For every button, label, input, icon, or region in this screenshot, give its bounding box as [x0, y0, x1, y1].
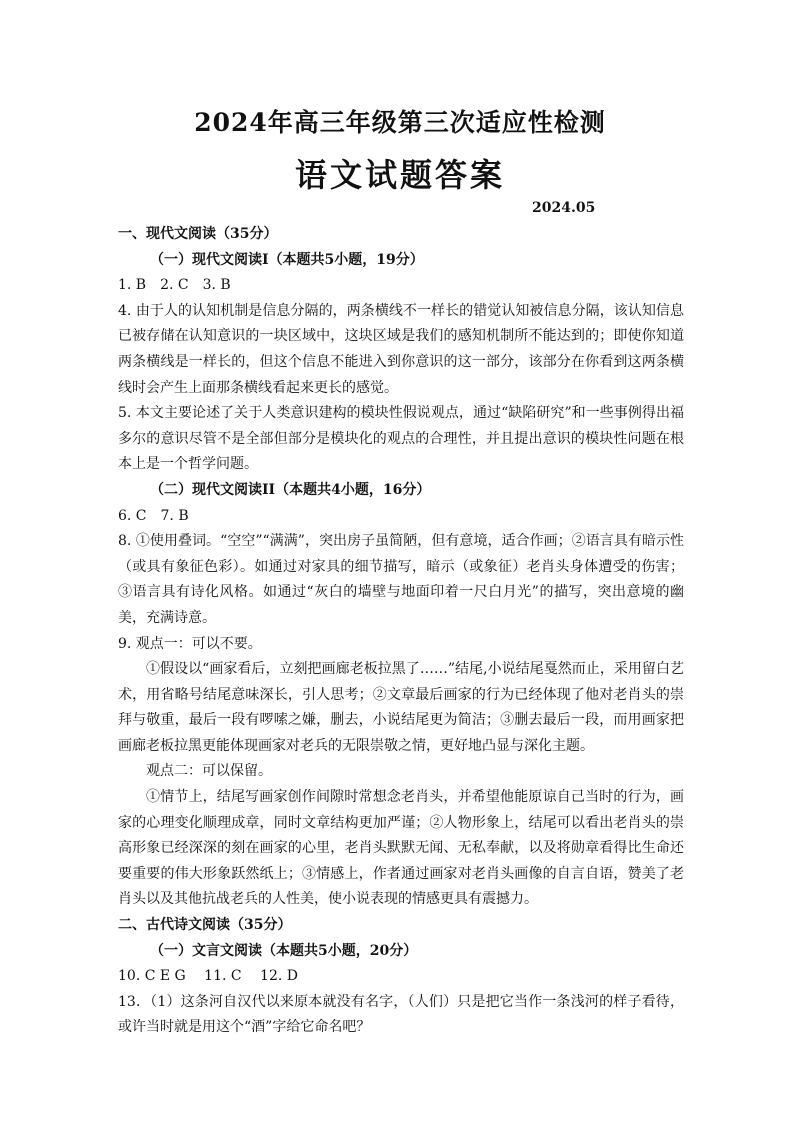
answers-10-12: 10. C E G 11. C 12. D	[118, 968, 298, 985]
answer-9-view-1: ①假设以“画家看后，立刻把画廊老板拉黑了……”结尾,小说结尾戛然而止，采用留白艺术，用省略号结尾意味深长，引人思考；②文章最后画家的行为已经体现了他对老肖头的崇拜与敬重，最后一段有啰嗦之嫌，删去，小说结尾更为简洁；③删去最后一段，而用画家把画廊老板拉黑更能体现画家对老兵的无限崇敬之情，更好地凸显与深化主题。	[118, 661, 684, 754]
subsection-heading-modern-reading-2: （二）现代文阅读II（本题共4小题，16分）	[150, 481, 431, 498]
section-heading-modern-reading: 一、现代文阅读（35分）	[118, 226, 278, 242]
exam-date: 2024.05	[532, 200, 596, 216]
answer-8: 8. ①使用叠词。“空空”“满满”，突出房子虽简陋，但有意境，适合作画；②语言具有暗示性（或具有象征色彩）。如通过对家具的细节描写，暗示（或象征）老肖头身体遭受的伤害；③语言具有诗化风格。如通过“灰白的墙壁与地面印着一尺白月光”的描写，突出意境的幽美，充满诗意。	[118, 533, 684, 626]
exam-title: 2024年高三年级第三次适应性检测	[194, 108, 606, 137]
exam-subtitle: 语文试题答案	[294, 156, 505, 194]
subsection-heading-classical-prose: （一）文言文阅读（本题共5小题，20分）	[150, 942, 418, 959]
answer-9-view-2-heading: 观点二：可以保留。	[146, 763, 272, 780]
answer-13: 13．（1）这条河自汉代以来原本就没有名字，（人们）只是把它当作一条浅河的样子看待，或许当时就是用这个“酒”字给它命名吧？	[118, 993, 684, 1036]
section-heading-classical-reading: 二、古代诗文阅读（35分）	[118, 917, 292, 934]
answer-5: 5. 本文主要论述了关于人类意识建构的模块性假说观点，通过“缺陷研究”和一些事例得出福多尔的意识尽管不是全部但部分是模块化的观点的合理性，并且提出意识的模块性问题在根本上是一个哲学问题。	[118, 405, 684, 473]
answer-9-view-2: ①情节上，结尾写画家创作间隙时常想念老肖头，并希望他能原谅自己当时的行为，画家的心理变化顺理成章，同时文章结构更加严谨；②人物形象上，结尾可以看出老肖头的崇高形象已经深深的刻在画家的心里，老肖头默默无闻、无私奉献，以及将勋章看得比生命还要重要的伟大形象跃然纸上；③情感上，作者通过画家对老肖头画像的自言自语，赞美了老肖头以及其他抗战老兵的人性美，使小说表现的情感更具有震撼力。	[118, 789, 684, 908]
answer-content	[118, 222, 684, 1041]
answer-9-heading: 9. 观点一：可以不要。	[118, 635, 262, 652]
answer-4: 4. 由于人的认知机制是信息分隔的，两条横线不一样长的错觉认知被信息分隔，该认知信息已被存储在认知意识的一块区域中，这块区域是我们的感知机制所不能达到的；即使你知道两条横线是一样长的，但这个信息不能进入到你意识的这一部分，该部分在你看到这两条横线时会产生上面那条横线看起来更长的感觉。	[118, 302, 684, 396]
subsection-heading-modern-reading-1: （一）现代文阅读I（本题共5小题，19分）	[150, 251, 424, 268]
answers-1-3: 1. B 2. C 3. B	[118, 277, 231, 294]
answers-6-7: 6. C 7. B	[118, 507, 189, 524]
